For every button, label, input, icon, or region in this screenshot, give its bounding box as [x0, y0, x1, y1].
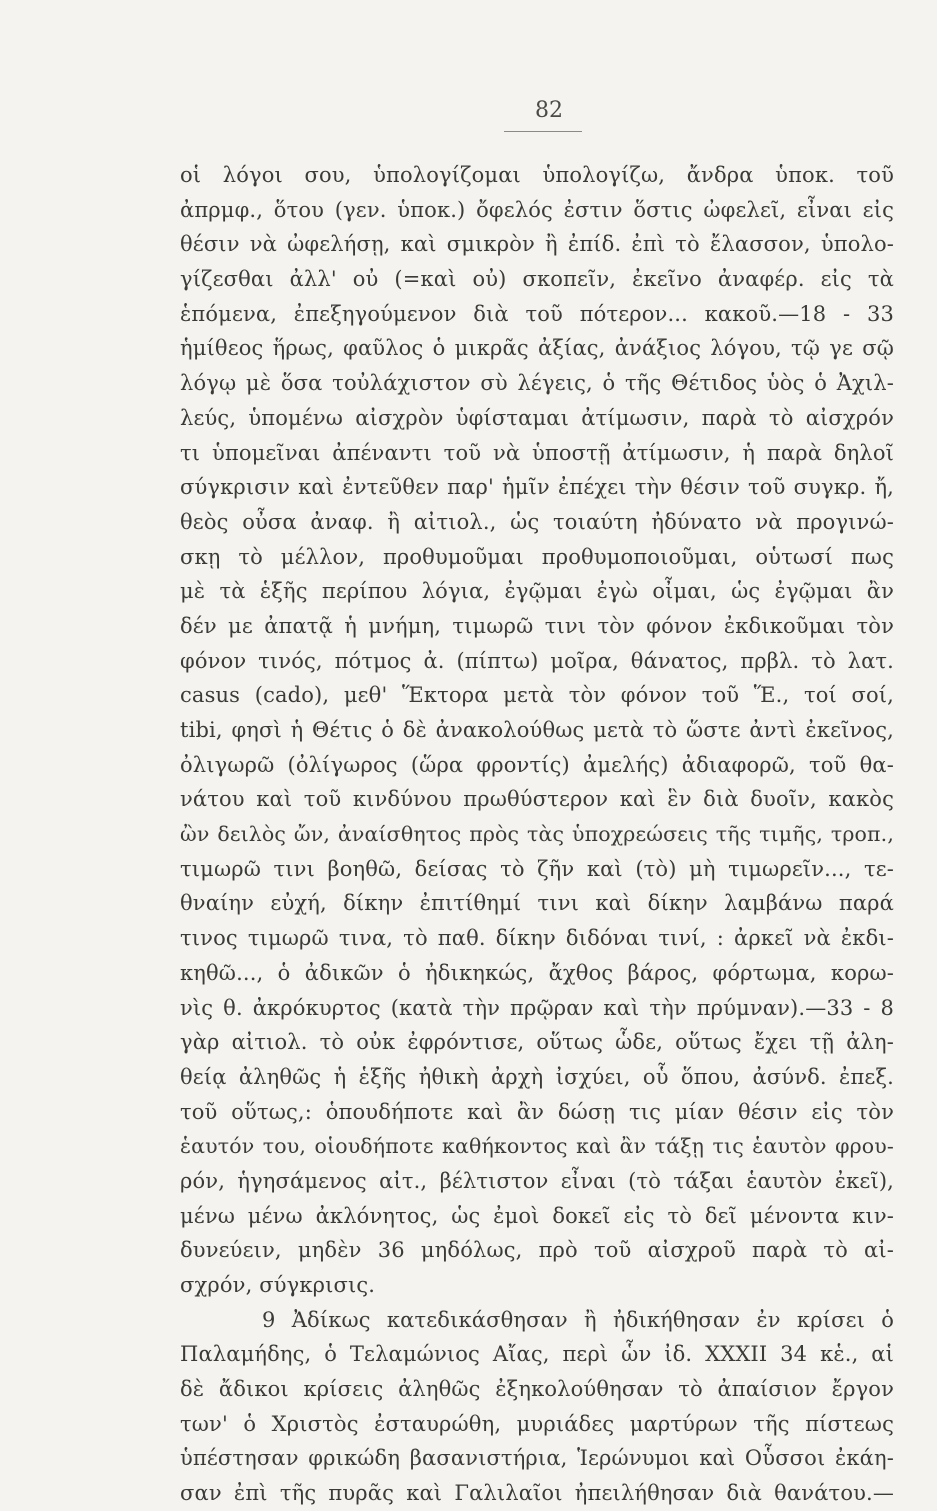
- text-line-20: ὢν δειλὸς ὤν, ἀναίσθητος πρὸς τὰς ὑποχρεώσεις τῆς τιμῆς, τροπ.,: [180, 822, 894, 847]
- text-line-31: μένω μένω ἀκλόνητος, ὡς ἐμοὶ δοκεῖ εἰς τὸ δεῖ μένοντα κιν-: [180, 1203, 894, 1228]
- text-line-36: δὲ ἄδικοι κρίσεις ἀληθῶς ἐξηκολούθησαν τὸ ἀπαίσιον ἔργον: [180, 1377, 894, 1402]
- commentary-text: [180, 158, 894, 1511]
- text-line-10: σύγκρισιν καὶ ἐντεῦθεν παρ' ἡμῖν ἐπέχει τὴν θέσιν τοῦ συγκρ. ἤ,: [180, 475, 894, 500]
- text-line-19: νάτου καὶ τοῦ κινδύνου πρωθύστερον καὶ ἓν διὰ δυοῖν, κακὸς: [180, 787, 894, 812]
- text-line-14: δέν με ἀπατᾷ ἡ μνήμη, τιμωρῶ τινι τὸν φόνον ἐκδικοῦμαι τὸν: [180, 613, 894, 638]
- text-line-35: Παλαμήδης, ὁ Τελαμώνιος Αἴας, περὶ ὧν ἰδ. XXXII 34 κἑ., αἱ: [180, 1342, 894, 1367]
- text-line-6: ἡμίθεος ἥρως, φαῦλος ὁ μικρᾶς ἀξίας, ἀνάξιος λόγου, τῷ γε σῷ: [180, 336, 894, 361]
- text-line-16: casus (cado), μεθ' Ἕκτορα μετὰ τὸν φόνον τοῦ Ἕ., τοί σοί,: [180, 683, 894, 708]
- text-line-24: κηθῶ..., ὁ ἀδικῶν ὁ ἠδικηκώς, ἄχθος βάρος, φόρτωμα, κορω-: [180, 960, 894, 985]
- text-line-1: οἱ λόγοι σου, ὑπολογίζομαι ὑπολογίζω, ἄνδρα ὑποκ. τοῦ: [180, 163, 894, 187]
- text-line-17: tibi, φησὶ ἡ Θέτις ὁ δὲ ἀνακολούθως μετὰ τὸ ὥστε ἀντὶ ἐκεῖνος,: [180, 718, 894, 742]
- text-line-22: θναίην εὐχή, δίκην ἐπιτίθημί τινι καὶ δίκην λαμβάνω παρά: [180, 891, 894, 916]
- text-line-29: ἑαυτόν του, οἱουδήποτε καθήκοντος καὶ ἂν τάξῃ τις ἑαυτὸν φρου-: [180, 1134, 894, 1159]
- text-line-37: των' ὁ Χριστὸς ἐσταυρώθη, μυριάδες μαρτύρων τῆς πίστεως: [180, 1411, 894, 1436]
- text-line-8: λεύς, ὑπομένω αἰσχρὸν ὑφίσταμαι ἀτίμωσιν, παρὰ τὸ αἰσχρόν: [180, 405, 894, 430]
- text-line-18: ὀλιγωρῶ (ὀλίγωρος (ὥρα φροντίς) ἀμελής) ἀδιαφορῶ, τοῦ θα-: [180, 752, 894, 777]
- text-line-4: γίζεσθαι ἀλλ' οὐ (=καὶ οὐ) σκοπεῖν, ἐκεῖνο ἀναφέρ. εἰς τὰ: [180, 267, 894, 292]
- text-line-11: θεὸς οὖσα ἀναφ. ἢ αἰτιολ., ὡς τοιαύτη ἠδύνατο νὰ προγινώ-: [180, 509, 894, 534]
- text-line-39: σαν ἐπὶ τῆς πυρᾶς καὶ Γαλιλαῖοι ἠπειλήθησαν διὰ θανάτου.—: [180, 1481, 894, 1506]
- text-line-2: ἀπρμφ., ὅτου (γεν. ὑποκ.) ὄφελός ἐστιν ὅστις ὠφελεῖ, εἶναι εἰς: [180, 197, 894, 222]
- text-line-33: σχρόν, σύγκρισις.: [180, 1273, 376, 1297]
- text-line-5: ἑπόμενα, ἐπεξηγούμενον διὰ τοῦ πότερον... κακοῦ.—18 - 33: [180, 301, 894, 326]
- text-line-25: νὶς θ. ἀκρόκυρτος (κατὰ τὴν πρῷραν καὶ τὴν πρύμναν).—33 - 8: [180, 995, 894, 1020]
- text-line-21: τιμωρῶ τινι βοηθῶ, δείσας τὸ ζῆν καὶ (τὸ) μὴ τιμωρεῖν..., τε-: [180, 856, 894, 881]
- text-line-9: τι ὑπομεῖναι ἀπέναντι τοῦ νὰ ὑποστῇ ἀτίμωσιν, ἡ παρὰ δηλοῖ: [180, 440, 894, 465]
- page-number-rule: [504, 131, 582, 132]
- text-line-27: θείᾳ ἀληθῶς ἡ ἑξῆς ἠθικὴ ἀρχὴ ἰσχύει, οὗ ὅπου, ἀσύνδ. ἐπεξ.: [180, 1064, 894, 1089]
- text-line-3: θέσιν νὰ ὠφελήσῃ, καὶ σμικρὸν ἢ ἐπίδ. ἐπὶ τὸ ἔλασσον, ὑπολο-: [180, 232, 894, 257]
- text-line-26: γὰρ αἰτιολ. τὸ οὐκ ἐφρόντισε, οὕτως ὧδε, οὕτως ἔχει τῇ ἀλη-: [180, 1030, 894, 1055]
- text-line-7: λόγῳ μὲ ὅσα τοὐλάχιστον σὺ λέγεις, ὁ τῆς Θέτιδος ὑὸς ὁ Ἀχιλ-: [180, 371, 894, 396]
- text-line-28: τοῦ οὕτως,: ὁπουδήποτε καὶ ἂν δώσῃ τις μίαν θέσιν εἰς τὸν: [180, 1099, 894, 1124]
- text-line-12: σκῃ τὸ μέλλον, προθυμοῦμαι προθυμοποιοῦμαι, οὑτωσί πως: [180, 544, 894, 569]
- text-line-30: ρόν, ἡγησάμενος αἰτ., βέλτιστον εἶναι (τὸ τάξαι ἑαυτὸν ἐκεῖ),: [180, 1168, 894, 1193]
- text-line-23: τινος τιμωρῶ τινα, τὸ παθ. δίκην διδόναι τινί, : ἀρκεῖ νὰ ἐκδι-: [180, 926, 894, 951]
- text-line-15: φόνον τινός, πότμος ἀ. (πίπτω) μοῖρα, θάνατος, πρβλ. τὸ λατ.: [180, 648, 894, 673]
- text-line-34: 9 Ἀδίκως κατεδικάσθησαν ἢ ἠδικήθησαν ἐν κρίσει ὁ: [262, 1307, 894, 1332]
- text-line-32: δυνεύειν, μηδὲν 36 μηδόλως, πρὸ τοῦ αἰσχροῦ παρὰ τὸ αἰ-: [180, 1238, 894, 1263]
- page-number: 82: [535, 98, 563, 123]
- text-line-13: μὲ τὰ ἑξῆς περίπου λόγια, ἐγῷμαι ἐγὼ οἶμαι, ὡς ἐγῷμαι ἂν: [180, 579, 894, 604]
- text-line-38: ὑπέστησαν φρικώδη βασανιστήρια, Ἱερώνυμοι καὶ Οὗσσοι ἐκάη-: [180, 1446, 894, 1471]
